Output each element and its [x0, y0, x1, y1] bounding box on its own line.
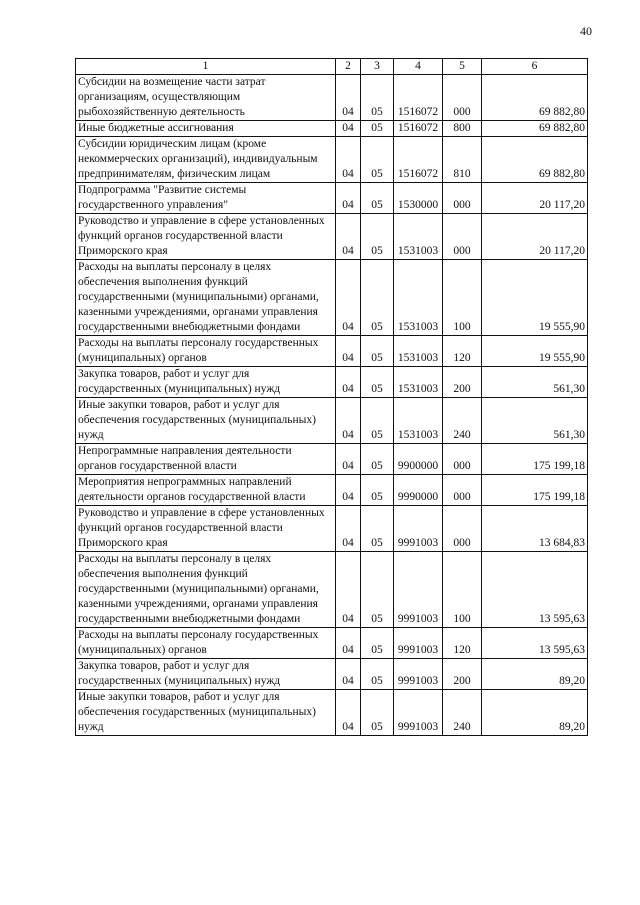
- expense-type-cell: 000: [443, 183, 482, 214]
- amount-cell: 13 595,63: [482, 628, 588, 659]
- target-article-cell: 1531003: [394, 260, 443, 336]
- section-code-cell: 04: [336, 444, 361, 475]
- target-article-cell: 1516072: [394, 75, 443, 121]
- column-header: 5: [443, 59, 482, 75]
- expense-type-cell: 200: [443, 659, 482, 690]
- target-article-cell: 9991003: [394, 659, 443, 690]
- target-article-cell: 1530000: [394, 183, 443, 214]
- subsection-code-cell: 05: [361, 121, 394, 137]
- target-article-cell: 1516072: [394, 121, 443, 137]
- table-row: [76, 506, 588, 552]
- subsection-code-cell: 05: [361, 444, 394, 475]
- subsection-code-cell: 05: [361, 137, 394, 183]
- table-row: [76, 398, 588, 444]
- expense-type-cell: 120: [443, 628, 482, 659]
- column-header: 2: [336, 59, 361, 75]
- section-code-cell: 04: [336, 398, 361, 444]
- table-row: [76, 214, 588, 260]
- target-article-cell: 9991003: [394, 506, 443, 552]
- section-code-cell: 04: [336, 137, 361, 183]
- target-article-cell: 9900000: [394, 444, 443, 475]
- expense-type-cell: 000: [443, 75, 482, 121]
- subsection-code-cell: 05: [361, 506, 394, 552]
- item-name-cell: Иные бюджетные ассигнования: [76, 121, 336, 137]
- table-row: [76, 367, 588, 398]
- subsection-code-cell: 05: [361, 260, 394, 336]
- budget-table: [75, 58, 588, 736]
- target-article-cell: 9990000: [394, 475, 443, 506]
- expense-type-cell: 120: [443, 336, 482, 367]
- amount-cell: 89,20: [482, 659, 588, 690]
- amount-cell: 175 199,18: [482, 475, 588, 506]
- subsection-code-cell: 05: [361, 690, 394, 736]
- column-header: 6: [482, 59, 588, 75]
- subsection-code-cell: 05: [361, 475, 394, 506]
- target-article-cell: 9991003: [394, 552, 443, 628]
- expense-type-cell: 200: [443, 367, 482, 398]
- expense-type-cell: 100: [443, 260, 482, 336]
- expense-type-cell: 800: [443, 121, 482, 137]
- table-row: [76, 260, 588, 336]
- item-name-cell: Закупка товаров, работ и услуг для государственных (муниципальных) нужд: [76, 367, 336, 398]
- target-article-cell: 1531003: [394, 214, 443, 260]
- expense-type-cell: 000: [443, 506, 482, 552]
- amount-cell: 19 555,90: [482, 260, 588, 336]
- subsection-code-cell: 05: [361, 398, 394, 444]
- subsection-code-cell: 05: [361, 552, 394, 628]
- item-name-cell: Непрограммные направления деятельности органов государственной власти: [76, 444, 336, 475]
- amount-cell: 13 684,83: [482, 506, 588, 552]
- section-code-cell: 04: [336, 183, 361, 214]
- item-name-cell: Руководство и управление в сфере установленных функций органов государственной власти Приморского края: [76, 214, 336, 260]
- item-name-cell: Субсидии на возмещение части затрат организациям, осуществляющим рыбохозяйственную деятельность: [76, 75, 336, 121]
- target-article-cell: 1531003: [394, 336, 443, 367]
- table-row: [76, 183, 588, 214]
- expense-type-cell: 100: [443, 552, 482, 628]
- column-header: 3: [361, 59, 394, 75]
- subsection-code-cell: 05: [361, 336, 394, 367]
- section-code-cell: 04: [336, 75, 361, 121]
- amount-cell: 19 555,90: [482, 336, 588, 367]
- item-name-cell: Руководство и управление в сфере установленных функций органов государственной власти Приморского края: [76, 506, 336, 552]
- section-code-cell: 04: [336, 552, 361, 628]
- section-code-cell: 04: [336, 367, 361, 398]
- expense-type-cell: 000: [443, 444, 482, 475]
- section-code-cell: 04: [336, 690, 361, 736]
- amount-cell: 561,30: [482, 367, 588, 398]
- table-row: [76, 628, 588, 659]
- expense-type-cell: 810: [443, 137, 482, 183]
- amount-cell: 69 882,80: [482, 121, 588, 137]
- table-row: [76, 475, 588, 506]
- subsection-code-cell: 05: [361, 75, 394, 121]
- target-article-cell: 1531003: [394, 367, 443, 398]
- amount-cell: 20 117,20: [482, 214, 588, 260]
- target-article-cell: 1531003: [394, 398, 443, 444]
- table-header-row: [76, 59, 588, 75]
- amount-cell: 561,30: [482, 398, 588, 444]
- expense-type-cell: 000: [443, 475, 482, 506]
- item-name-cell: Мероприятия непрограммных направлений деятельности органов государственной власти: [76, 475, 336, 506]
- table-row: [76, 137, 588, 183]
- section-code-cell: 04: [336, 336, 361, 367]
- subsection-code-cell: 05: [361, 659, 394, 690]
- column-header: 1: [76, 59, 336, 75]
- column-header: 4: [394, 59, 443, 75]
- amount-cell: 20 117,20: [482, 183, 588, 214]
- subsection-code-cell: 05: [361, 214, 394, 260]
- expense-type-cell: 240: [443, 398, 482, 444]
- item-name-cell: Расходы на выплаты персоналу в целях обеспечения выполнения функций государственными (муниципальными) органами, казенными учреждениями, органами управления государственными внебюджетными фондами: [76, 552, 336, 628]
- section-code-cell: 04: [336, 628, 361, 659]
- item-name-cell: Расходы на выплаты персоналу в целях обеспечения выполнения функций государственными (муниципальными) органами, казенными учреждениями, органами управления государственными внебюджетными фондами: [76, 260, 336, 336]
- section-code-cell: 04: [336, 475, 361, 506]
- item-name-cell: Расходы на выплаты персоналу государственных (муниципальных) органов: [76, 336, 336, 367]
- item-name-cell: Субсидии юридическим лицам (кроме некоммерческих организаций), индивидуальным предпринимателям, физическим лицам: [76, 137, 336, 183]
- table-row: [76, 336, 588, 367]
- target-article-cell: 9991003: [394, 690, 443, 736]
- amount-cell: 89,20: [482, 690, 588, 736]
- amount-cell: 69 882,80: [482, 75, 588, 121]
- item-name-cell: Подпрограмма "Развитие системы государственного управления": [76, 183, 336, 214]
- section-code-cell: 04: [336, 214, 361, 260]
- table-row: [76, 690, 588, 736]
- table-row: [76, 121, 588, 137]
- section-code-cell: 04: [336, 121, 361, 137]
- item-name-cell: Иные закупки товаров, работ и услуг для обеспечения государственных (муниципальных) нужд: [76, 398, 336, 444]
- subsection-code-cell: 05: [361, 183, 394, 214]
- target-article-cell: 1516072: [394, 137, 443, 183]
- table-row: [76, 552, 588, 628]
- amount-cell: 13 595,63: [482, 552, 588, 628]
- section-code-cell: 04: [336, 659, 361, 690]
- expense-type-cell: 240: [443, 690, 482, 736]
- item-name-cell: Расходы на выплаты персоналу государственных (муниципальных) органов: [76, 628, 336, 659]
- section-code-cell: 04: [336, 260, 361, 336]
- item-name-cell: Иные закупки товаров, работ и услуг для обеспечения государственных (муниципальных) нужд: [76, 690, 336, 736]
- table-row: [76, 75, 588, 121]
- amount-cell: 175 199,18: [482, 444, 588, 475]
- expense-type-cell: 000: [443, 214, 482, 260]
- subsection-code-cell: 05: [361, 628, 394, 659]
- table-row: [76, 659, 588, 690]
- amount-cell: 69 882,80: [482, 137, 588, 183]
- page-number: 40: [580, 24, 592, 38]
- subsection-code-cell: 05: [361, 367, 394, 398]
- section-code-cell: 04: [336, 506, 361, 552]
- target-article-cell: 9991003: [394, 628, 443, 659]
- table-row: [76, 444, 588, 475]
- item-name-cell: Закупка товаров, работ и услуг для государственных (муниципальных) нужд: [76, 659, 336, 690]
